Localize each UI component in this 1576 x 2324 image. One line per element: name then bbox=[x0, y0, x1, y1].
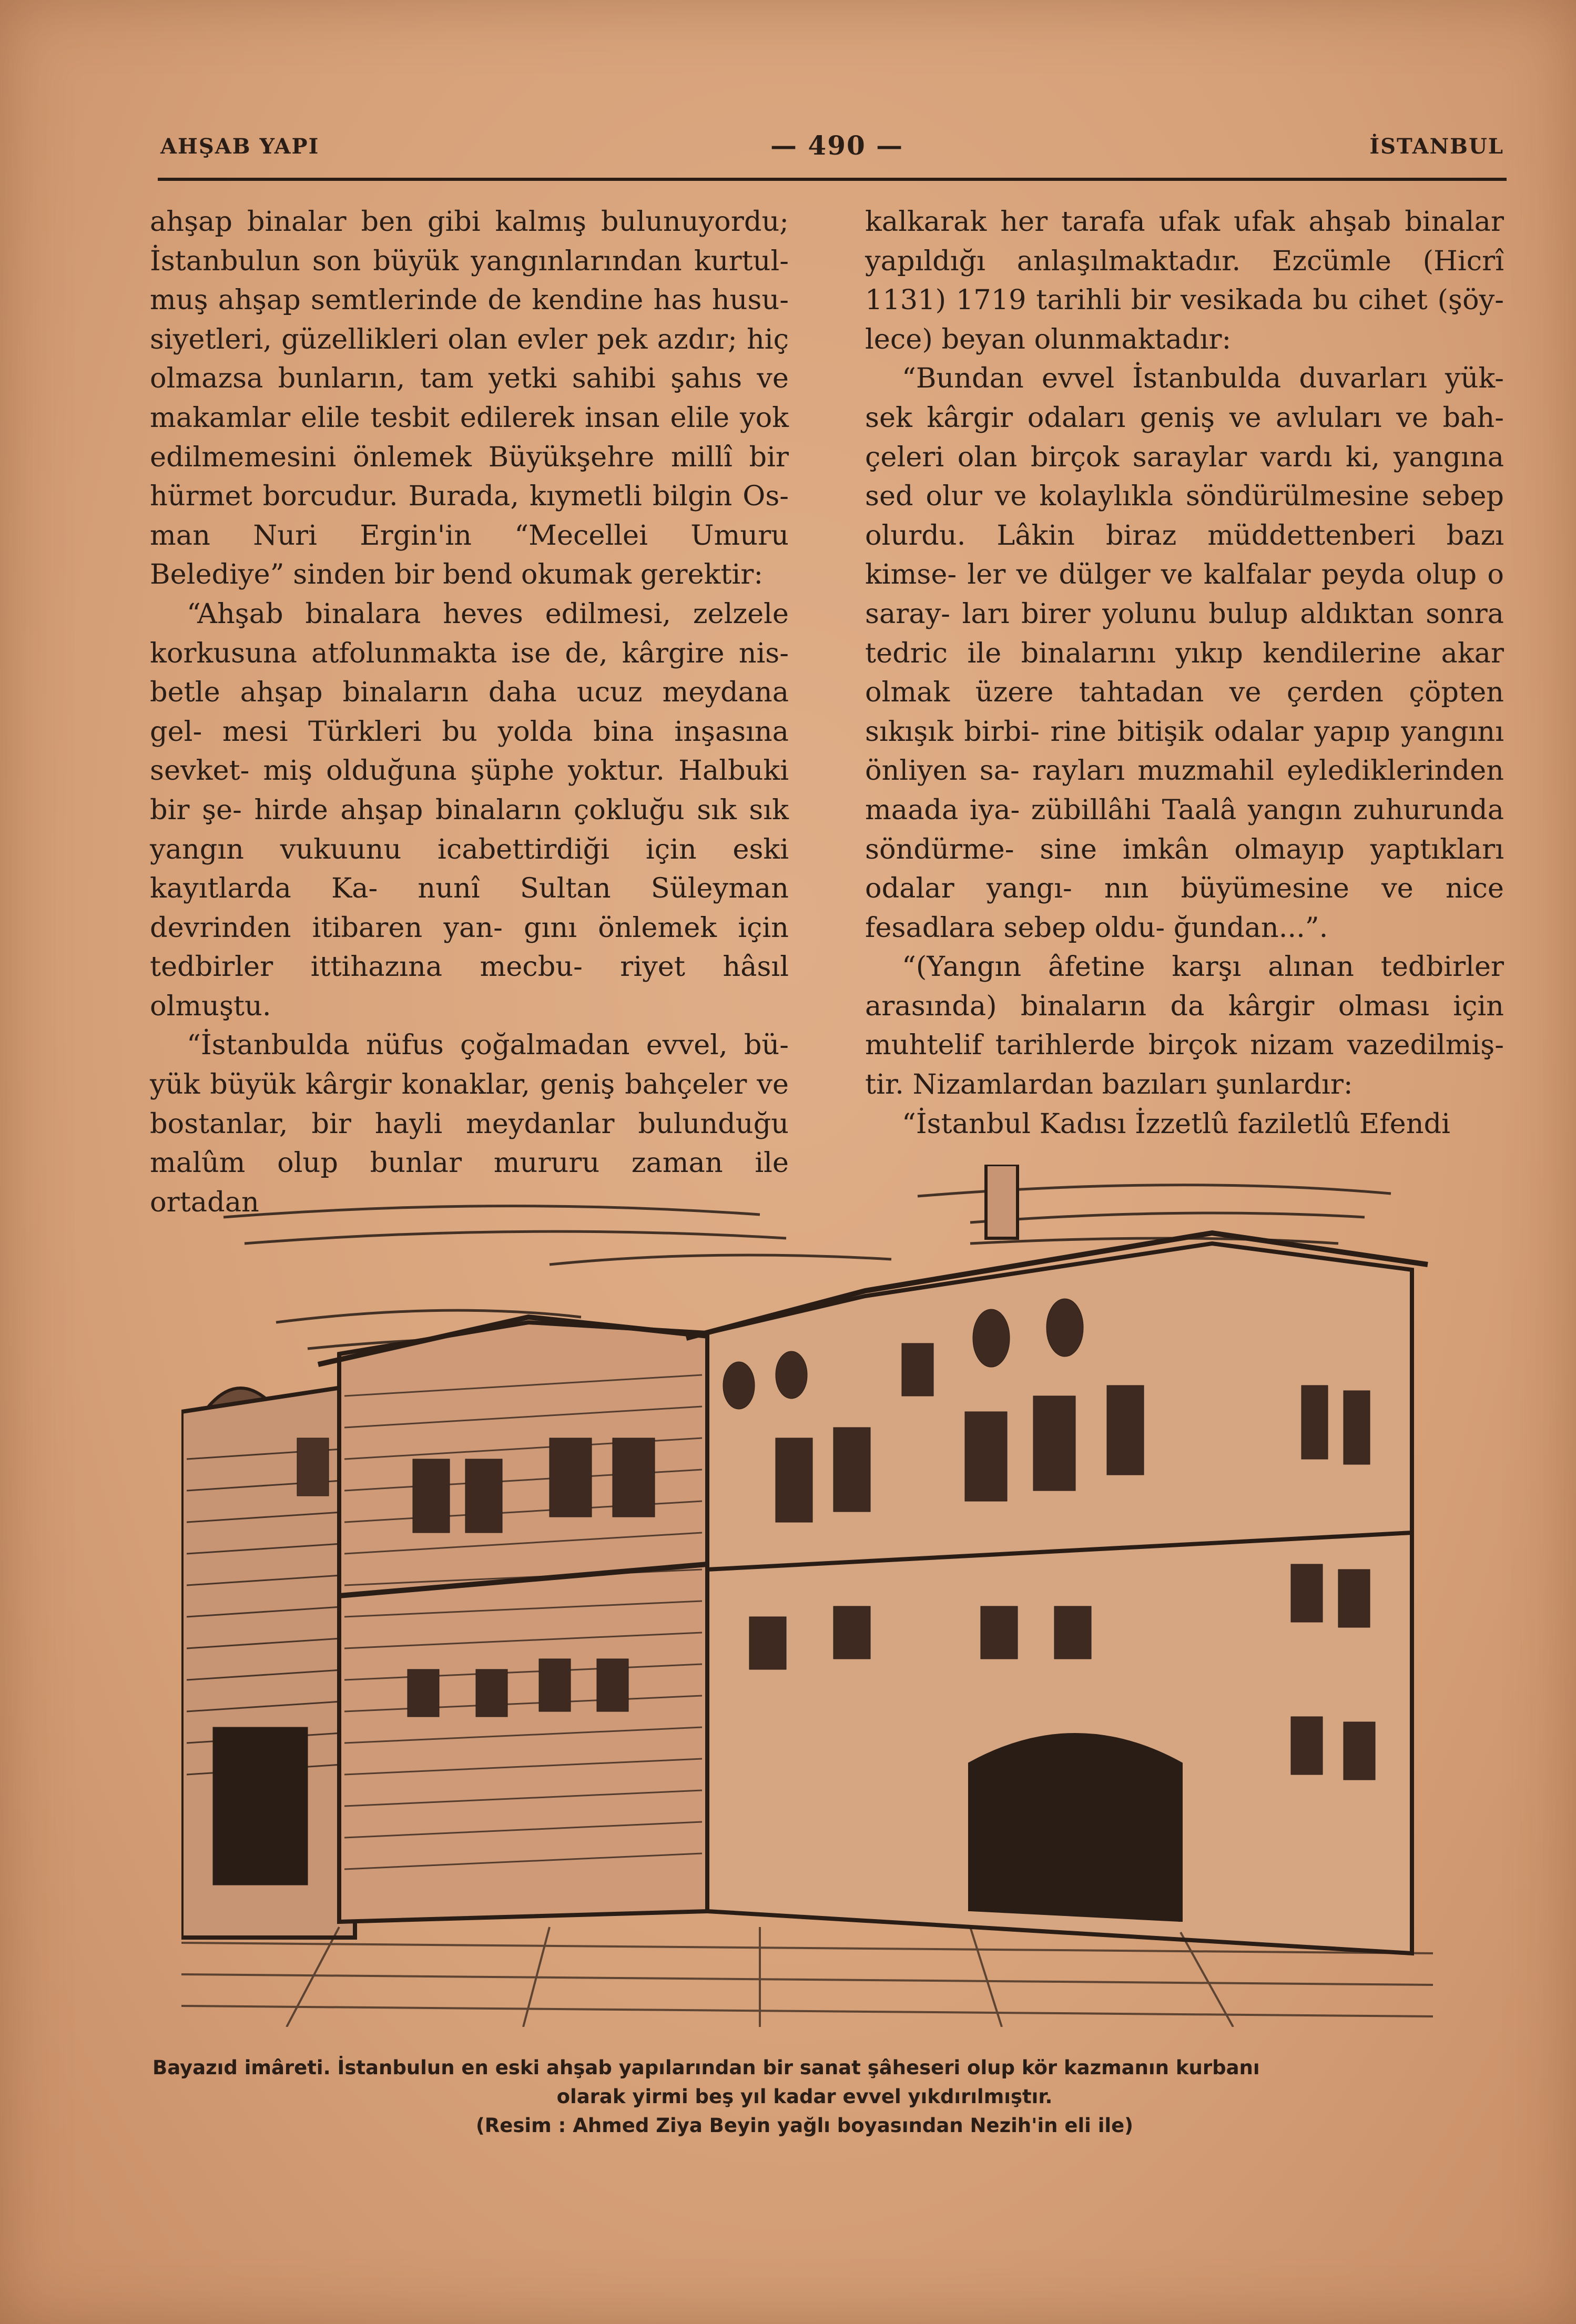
left-column bbox=[150, 202, 789, 1222]
caption-line-1: Bayazıd imâreti. İstanbulun en eski ahşab yapılarından bir sanat şâheseri olup kör kazmanın kurbanı bbox=[152, 2056, 1260, 2079]
text-line: betle ahşap binaların daha ucuz meydana gel- bbox=[150, 676, 789, 748]
paragraph bbox=[865, 947, 1504, 1104]
running-header bbox=[160, 130, 1504, 166]
text-line: İstanbulun son büyük yangınlarından kurtul- bbox=[150, 244, 789, 277]
text-line: riyet hâsıl olmuştu. bbox=[150, 951, 789, 1022]
right-column bbox=[865, 202, 1504, 1144]
text-line: zübillâhi Taalâ yangın zuhurunda söndürme- bbox=[865, 793, 1504, 865]
text-line: “İstanbul Kadısı İzzetlû faziletlû Efendi bbox=[902, 1107, 1450, 1140]
text-line: rayları muzmahil eylediklerinden maada iya- bbox=[865, 755, 1504, 826]
text-line: ları birer yolunu bulup aldıktan sonra tedric bbox=[865, 597, 1504, 669]
text-line: muhtelif tarihlerde birçok nizam vazedilmiş- bbox=[865, 1029, 1504, 1062]
paragraph bbox=[865, 1105, 1504, 1144]
text-line: “Bundan evvel İstanbulda duvarları yük- bbox=[902, 362, 1504, 395]
text-line: olurdu. Lâkin biraz müddettenberi bazı kimse- bbox=[865, 519, 1504, 591]
text-line: gını önlemek için tedbirler ittihazına mecbu- bbox=[150, 911, 789, 983]
text-line: sine imkân olmayıp yaptıkları odalar yangı- bbox=[865, 833, 1504, 905]
caption-line-3: (Resim : Ahmed Ziya Beyin yağlı boyasından Nezih'in eli ile) bbox=[475, 2114, 1134, 2137]
paragraph bbox=[865, 359, 1504, 947]
text-line: korkusuna atfolunmakta ise de, kârgire nis- bbox=[150, 637, 789, 669]
text-line: siyetleri, güzellikleri olan evler pek azdır; hiç bbox=[150, 323, 789, 355]
text-line: ile binalarını yıkıp kendilerine akar olmak bbox=[865, 637, 1504, 709]
text-line: hürmet borcudur. Burada, kıymetli bilgin Os- bbox=[150, 480, 789, 513]
text-line: “Ahşab binalara heves edilmesi, zelzele bbox=[187, 597, 789, 630]
text-line: ler ve dülger ve kalfalar peyda olup o saray- bbox=[865, 558, 1504, 630]
text-line: malûm olup bunlar mururu zaman ile ortadan bbox=[150, 1147, 789, 1218]
text-line: man Nuri Ergin'in “Mecellei Umuru Belediye” bbox=[150, 519, 789, 591]
text-line: 1131) 1719 tarihli bir vesikada bu cihet (şöy- bbox=[865, 284, 1504, 317]
text-line: çeleri olan birçok saraylar vardı ki, yangına bbox=[865, 441, 1504, 473]
figure-caption bbox=[152, 2053, 1457, 2140]
page-number: — 490 — bbox=[770, 130, 904, 161]
caption-line-2: olarak yirmi beş yıl kadar evvel yıkdırılmıştır. bbox=[556, 2085, 1053, 2108]
paragraph bbox=[150, 595, 789, 1026]
text-line: kalkarak her tarafa ufak ufak ahşab binalar bbox=[865, 206, 1504, 238]
text-line: muş ahşap semtlerinde de kendine has husu- bbox=[150, 284, 789, 317]
text-line: ahşap binalar ben gibi kalmış bulunuyordu; bbox=[150, 206, 789, 238]
header-city: İSTANBUL bbox=[1369, 134, 1504, 159]
text-line: sinden bir bend okumak gerektir: bbox=[293, 558, 764, 591]
text-line: arasında) binaların da kârgir olması için bbox=[865, 990, 1504, 1022]
text-line: sek kârgir odaları geniş ve avluları ve bah- bbox=[865, 401, 1504, 434]
text-line: “İstanbulda nüfus çoğalmadan evvel, bü- bbox=[187, 1029, 789, 1062]
text-line: makamlar elile tesbit edilerek insan elile yok bbox=[150, 401, 789, 434]
paragraph bbox=[150, 202, 789, 595]
wooden-houses-drawing-icon bbox=[181, 1165, 1433, 2027]
text-line: nunî Sultan Süleyman devrinden itibaren yan- bbox=[150, 872, 789, 944]
paragraph bbox=[865, 202, 1504, 359]
text-line: rine bitişik odalar yapıp yangını önliyen sa- bbox=[865, 715, 1504, 787]
text-line: tir. Nizamlardan bazıları şunlardır: bbox=[865, 1068, 1353, 1101]
header-section-title: AHŞAB YAPI bbox=[160, 134, 320, 159]
text-line: vukuunu icabettirdiği için eski kayıtlarda Ka- bbox=[150, 833, 789, 905]
text-line: lece) beyan olunmaktadır: bbox=[865, 323, 1232, 355]
illustration bbox=[181, 1165, 1433, 2027]
text-line: nın büyümesine ve nice fesadlara sebep oldu- bbox=[865, 872, 1504, 944]
text-line: “(Yangın âfetine karşı alınan tedbirler bbox=[902, 951, 1504, 983]
text-line: miş olduğuna şüphe yoktur. Halbuki bir şe- bbox=[150, 755, 789, 826]
text-line: olmazsa bunların, tam yetki sahibi şahıs ve bbox=[150, 362, 789, 395]
text-line: mesi Türkleri bu yolda bina inşasına sevket- bbox=[150, 715, 789, 787]
text-line: üzere tahtadan ve çerden çöpten sıkışık birbi- bbox=[865, 676, 1504, 748]
text-line: edilmemesini önlemek Büyükşehre millî bir bbox=[150, 441, 789, 473]
text-line: ğundan...”. bbox=[1173, 911, 1328, 944]
header-rule bbox=[158, 178, 1507, 181]
text-line: sed olur ve kolaylıkla söndürülmesine sebep bbox=[865, 480, 1504, 513]
text-line: hirde ahşap binaların çokluğu sık sık yangın bbox=[150, 793, 789, 865]
text-line: yapıldığı anlaşılmaktadır. Ezcümle (Hicrî bbox=[865, 244, 1504, 277]
text-line: yük büyük kârgir konaklar, geniş bahçeler ve bbox=[150, 1068, 789, 1101]
text-line: bostanlar, bir hayli meydanlar bulunduğu bbox=[150, 1107, 789, 1140]
